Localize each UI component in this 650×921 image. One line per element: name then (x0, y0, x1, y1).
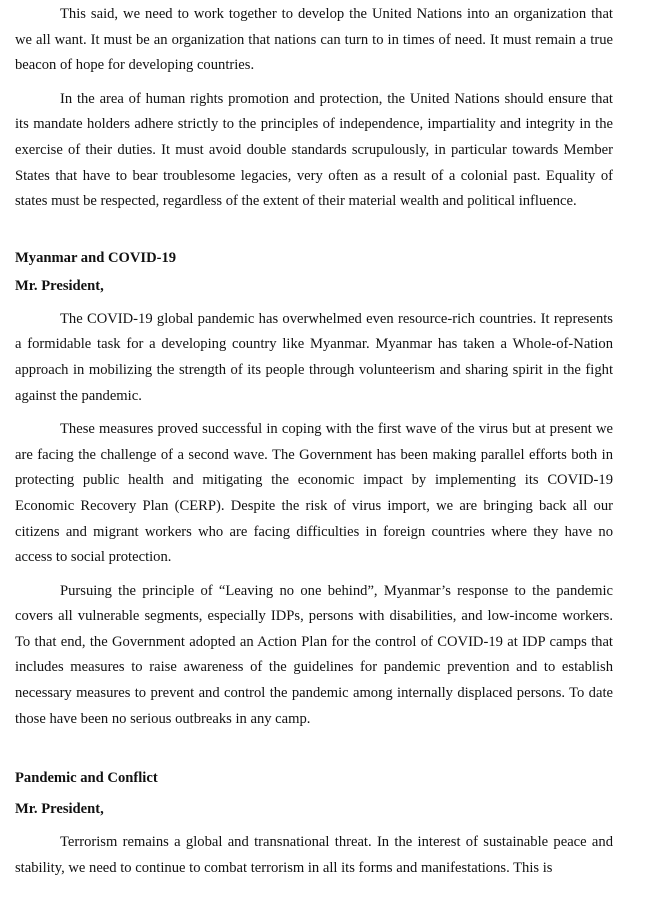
paragraph-covid-pandemic: The COVID-19 global pandemic has overwhelmed even resource-rich countries. It represents a formidable task for a developing country like Myanmar. Myanmar has taken a Whole-of-Nation approach in mobilizing the strength of its people through volunteerism and sharing spirit in the fight against the pandemic. (15, 310, 613, 404)
section-heading-myanmar-covid: Myanmar and COVID-19 (15, 249, 177, 266)
salutation-mr-president: Mr. President, (15, 277, 104, 294)
paragraph-terrorism: Terrorism remains a global and transnational threat. In the interest of sustainable peace and stability, we need to continue to combat terrorism in all its forms and manifestations. This is (15, 834, 613, 876)
paragraph-leaving-no-one-behind: Pursuing the principle of “Leaving no one behind”, Myanmar’s response to the pandemic covers all vulnerable segments, especially IDPs, persons with disabilities, and low-income workers. To that end, the Government adopted an Action Plan for the control of COVID-19 at IDP camps that includes measures to raise awareness of the guidelines for pandemic prevention and to establish necessary measures to prevent and control the pandemic among internally displaced persons. To date those have been no serious outbreaks in any camp. (15, 582, 613, 727)
document-page (15, 2, 613, 889)
paragraph-second-wave: These measures proved successful in coping with the first wave of the virus but at present we are facing the challenge of a second wave. The Government has been making parallel efforts both in protecting public health and mitigating the economic impact by implementing its COVID-19 Economic Recovery Plan (CERP). Despite the risk of virus import, we are bringing back all our citizens and migrant workers who are facing difficulties in foreign countries where they have no access to social protection. (15, 421, 613, 566)
paragraph-human-rights: In the area of human rights promotion and protection, the United Nations should ensure that its mandate holders adhere strictly to the principles of independence, impartiality and integrity in the exercise of their duties. It must avoid double standards scrupulously, in particular towards Member States that have to bear troublesome legacies, very often as a result of a colonial past. Equality of states must be respected, regardless of the extent of their material wealth and political influence. (15, 90, 613, 210)
section-heading-pandemic-conflict: Pandemic and Conflict (15, 770, 158, 787)
paragraph-un-organization: This said, we need to work together to develop the United Nations into an organization that we all want. It must be an organization that nations can turn to in times of need. It must remain a true beacon of hope for developing countries. (15, 6, 613, 74)
salutation-mr-president-2: Mr. President, (15, 801, 104, 818)
